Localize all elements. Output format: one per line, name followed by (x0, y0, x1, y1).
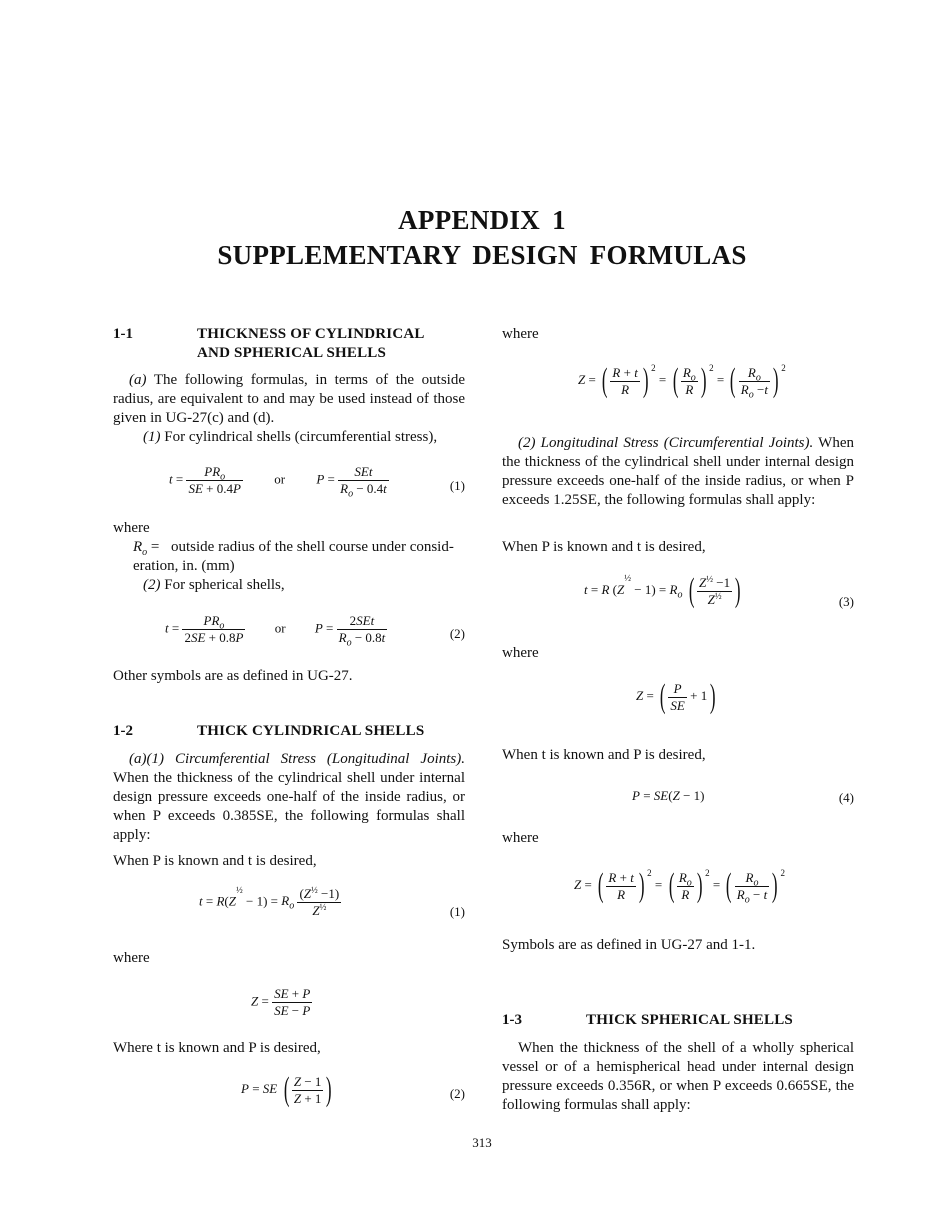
equation-3: t = R $(Z^{\frac{1}{2}} - 1) = R_o$ ( $\frac{Z^{\frac{1}{2}} -1}{Z^{\frac{1}{2}}}$ ) (584, 572, 741, 609)
section-1-2-number: 1-2 (113, 723, 133, 739)
where-label: where (502, 326, 539, 342)
symbols-defined-note: Symbols are as defined in UG-27 and 1-1. (502, 937, 756, 953)
ro-definition: $R_o$ = outside radius of the shell course under consid-eration, in. (mm) (133, 539, 454, 574)
para-a-label: (a)(1) Circumferential Stress (Longitudinal Joints). (129, 751, 465, 767)
para-2-text: When the thickness of the cylindrical shell under internal design pressure exceeds one-half of the inside radius, or when P exceeds 1.25SE, the following formulas shall apply: (502, 435, 854, 508)
para-2-label: (2) Longitudinal Stress (Circumferential Joints). (518, 435, 814, 451)
equation-z-ratios-2: Z = ( $\frac{R + t}{R}$ ) $^2$ = ( $\frac{R_o}{R}$ ) $^2$ = ( $\frac{R_o}{R_o - t}$ ) $^2$ (574, 867, 786, 906)
when-p-known: When P is known and t is desired, (113, 853, 317, 869)
item-1-text: For cylindrical shells (circumferential stress), (164, 429, 438, 445)
eq-or: or (274, 471, 286, 487)
equation-z-definition: Z = $\frac{SE + P}{SE - P}$ (251, 986, 311, 1018)
equation-1-2-1: $t = R(Z^{\frac{1}{2}} - 1) = R_o$ $\frac{(Z^{\frac{1}{2}} -1)}{Z^{\frac{1}{2}}}$ (199, 885, 340, 918)
item-1-label: (1) (143, 429, 161, 445)
para-longitudinal-stress (502, 434, 854, 510)
where-label: where (113, 950, 150, 966)
section-1-2-title: THICK CYLINDRICAL SHELLS (197, 723, 425, 739)
para-a-text: The following formulas, in terms of the outside radius, are equivalent to and may be used instead of those given in UG-27(c) and (d). (113, 372, 465, 426)
equation-number: (2) (449, 626, 465, 641)
section-1-1-number: 1-1 (113, 326, 133, 342)
page-title (0, 203, 950, 273)
when-t-known: When t is known and P is desired, (502, 747, 706, 763)
when-p-known: When P is known and t is desired, (502, 539, 706, 555)
equation-number: (1) (449, 904, 465, 919)
title-line-1: APPENDIX 1 (398, 205, 566, 235)
section-1-3-number: 1-3 (502, 1012, 522, 1028)
equation-1-1-1: t = $\frac{PR_o}{SE + 0.4P}$ or P = $\frac{\text{SEt}}{R_o - 0.4t}$ (169, 464, 387, 500)
section-1-1-title-line-1: THICKNESS OF CYLINDRICAL (197, 326, 425, 342)
section-1-1-title-line-2: AND SPHERICAL SHELLS (197, 345, 387, 361)
title-line-2: SUPPLEMENTARY DESIGN FORMULAS (217, 240, 747, 270)
equation-number: (3) (838, 594, 854, 609)
equation-4: P = SE(Z − 1) (632, 788, 705, 803)
section-1-3-para: When the thickness of the shell of a wholly spherical vessel or of a hemispherical head under internal design pressure exceeds 0.356R, or when P exceeds 0.665SE, the following formulas shall apply: (502, 1040, 854, 1113)
equation-1-2-2: P = SE ( $\frac{Z - 1}{Z + 1}$ ) (241, 1071, 332, 1108)
where-label: where (502, 830, 539, 846)
item-2-label: (2) (143, 577, 161, 593)
other-symbols-note: Other symbols are as defined in UG-27. (113, 668, 353, 684)
item-2-text: For spherical shells, (164, 577, 285, 593)
para-a-label: (a) (129, 372, 147, 388)
page-number: 313 (472, 1135, 492, 1150)
when-t-known: Where t is known and P is desired, (113, 1040, 321, 1056)
section-1-1-title (197, 325, 465, 363)
equation-number: (2) (449, 1086, 465, 1101)
section-1-1-para-a (113, 371, 465, 428)
equation-z-p-se: Z = ( $\frac{P}{SE}$ + 1) (636, 678, 716, 715)
para-a-text: When the thickness of the cylindrical shell under internal design pressure exceeds one-half of the inside radius, or when P exceeds 0.385SE, the following formulas shall apply: (113, 770, 465, 843)
section-1-3-title: THICK SPHERICAL SHELLS (586, 1012, 793, 1028)
equation-1-1-2: t = $\frac{PR_o}{2SE + 0.8P}$ or P = $\frac{\text{2SEt}}{R_o - 0.8t}$ (165, 613, 386, 649)
equation-z-ratios-1: Z = ( $\frac{R + t}{R}$ ) $^2$ = ( $\frac{R_o}{R}$ ) $^2$ = ( $\frac{R_o}{R_o -t}$ ) $^2$ (578, 362, 786, 401)
equation-number: (1) (449, 478, 465, 493)
section-1-1-item-2 (113, 576, 465, 595)
section-1-1-item-1 (113, 428, 465, 447)
ro-definition-text: outside radius of the shell course under consid-eration, in. (mm) (133, 539, 454, 574)
where-label: where (113, 520, 150, 536)
where-label: where (502, 645, 539, 661)
section-1-2-para-a (113, 750, 465, 845)
equation-number: (4) (838, 790, 854, 805)
